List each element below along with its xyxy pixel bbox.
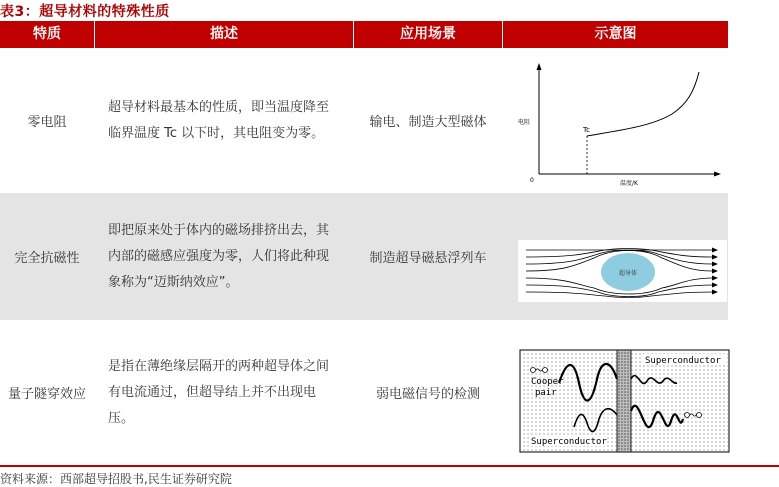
cooper-label: Cooper (531, 377, 564, 387)
header-application: 应用场景 (400, 26, 456, 42)
resistance-curve (587, 72, 699, 136)
origin-label: 0 (530, 177, 534, 184)
description-line: 超导材料最基本的性质，即当温度降至 (108, 99, 330, 115)
application-cell: 输电、制造大型磁体 (369, 115, 487, 130)
description-line: 是指在薄绝缘层隔开的两种超导体之间 (108, 358, 330, 374)
table-title: 表3：超导材料的特殊性质 (0, 4, 170, 20)
resistance-graph (512, 60, 724, 190)
footer-divider (0, 465, 779, 467)
y-axis-arrow (537, 63, 542, 70)
description-cell (108, 48, 353, 193)
description-cell (108, 193, 353, 320)
tunneling-diagram (519, 349, 730, 453)
application-cell: 制造超导磁悬浮列车 (369, 251, 487, 266)
x-axis-label: 温度/K (620, 180, 638, 187)
meissner-effect-figure (518, 240, 727, 302)
top-superconductor-label: Superconductor (645, 356, 721, 366)
table-header-row (0, 21, 728, 48)
superconductor-label: 超导体 (618, 270, 638, 277)
bottom-superconductor-label: Superconductor (531, 437, 607, 447)
header-description: 描述 (210, 26, 238, 42)
field-line (526, 292, 713, 298)
description-line: 内部的磁感应强度为零，人们将此种现 (108, 248, 330, 264)
insulating-barrier (617, 350, 631, 452)
table-row (0, 48, 728, 193)
header-property: 特质 (33, 26, 61, 42)
description-line: 压。 (108, 410, 135, 426)
description-line: 象称为“迈斯纳效应”。 (108, 274, 239, 290)
pair-label: pair (535, 388, 557, 398)
field-arrows (712, 248, 718, 295)
field-lines-diagram (518, 240, 727, 302)
resistance-temperature-figure (512, 60, 724, 190)
table-row (0, 320, 728, 465)
description-cell (108, 320, 353, 465)
description-line: 有电流通过，但超导结上并不出现电 (108, 384, 317, 400)
description-line: 即把原来处于体内的磁场排挤出去，其 (108, 222, 330, 238)
description-line: 临界温度 Tc 以下时，其电阻变为零。 (108, 125, 325, 141)
x-axis-arrow (714, 172, 721, 177)
source-note: 资料来源：西部超导招股书,民生证券研究院 (0, 472, 232, 486)
y-axis-label: 电阻 (518, 119, 531, 126)
table-row (0, 193, 728, 320)
application-cell: 弱电磁信号的检测 (375, 387, 480, 402)
header-figure: 示意图 (594, 26, 637, 42)
property-cell: 零电阻 (27, 115, 67, 130)
tc-label: Tc (583, 126, 590, 134)
property-cell: 量子隧穿效应 (7, 387, 86, 402)
property-cell: 完全抗磁性 (14, 251, 80, 266)
josephson-junction-figure (519, 349, 730, 453)
